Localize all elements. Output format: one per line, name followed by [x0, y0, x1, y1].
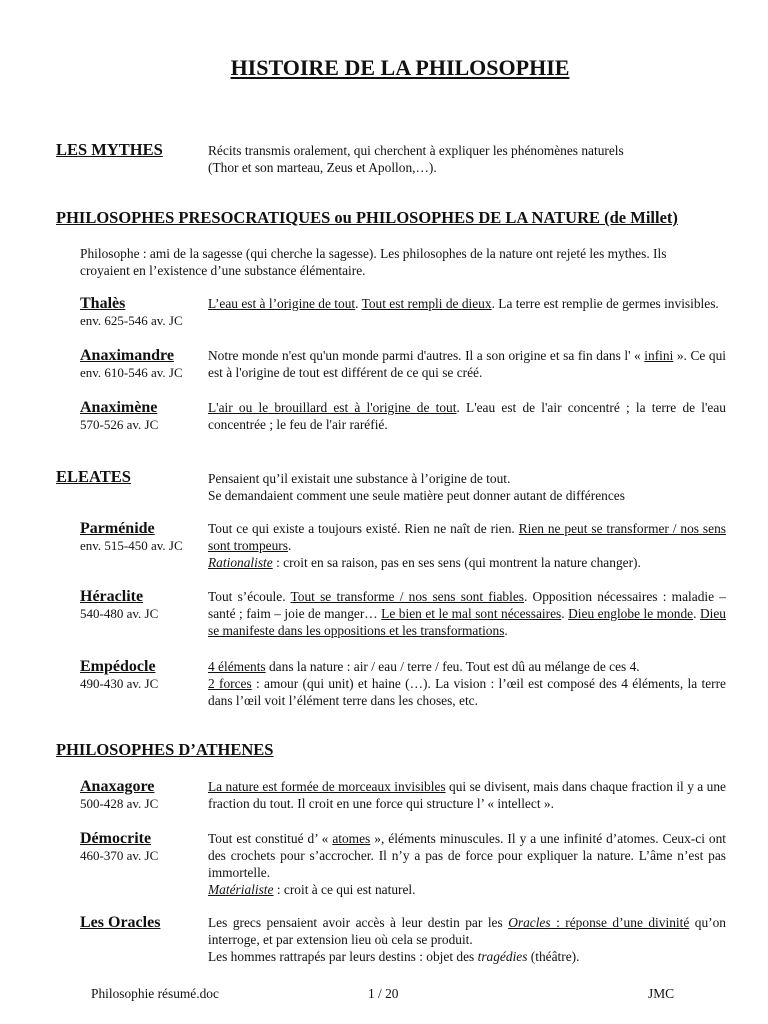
philosopher-empedocle — [80, 658, 210, 691]
section-heading-athenes: PHILOSOPHES D’ATHENES — [56, 740, 274, 759]
eleates-line-1: Pensaient qu’il existait une substance à l’origine de tout. — [208, 471, 511, 486]
philosopher-heraclite — [80, 588, 210, 621]
philosopher-dates: 460-370 av. JC — [80, 848, 159, 863]
philosopher-name: Empédocle — [80, 658, 156, 675]
page-title: HISTOIRE DE LA PHILOSOPHIE — [230, 55, 570, 80]
footer-page-number: 1 / 20 — [368, 986, 399, 1001]
philosopher-name: Les Oracles — [80, 914, 161, 931]
philosopher-anaximene — [80, 399, 210, 432]
anaximandre-description: Notre monde n'est qu'un monde parmi d'autres. Il a son origine et sa fin dans l' « infini ». Ce qui est à l'origine de tout est différent de ce qui se créé. — [208, 348, 726, 380]
footer-filename: Philosophie résumé.doc — [91, 986, 219, 1001]
parmenide-description: Tout ce qui existe a toujours existé. Rien ne naît de rien. Rien ne peut se transformer / nos sens sont trompeurs. Rationaliste : croit en sa raison, pas en ses sens (qui montrent la nature changer). — [208, 521, 726, 570]
section-heading-mythes: LES MYTHES — [56, 140, 163, 159]
anaximene-description: L'air ou le brouillard est à l'origine de tout. L'eau est de l'air concentré ; la terre de l'eau concentrée ; le feu de l'air raréfié. — [208, 400, 726, 432]
philosopher-dates: 490-430 av. JC — [80, 676, 159, 691]
footer-author: JMC — [648, 986, 675, 1001]
philosopher-name: Parménide — [80, 520, 155, 537]
philosopher-dates: env. 515-450 av. JC — [80, 538, 183, 553]
philosopher-anaximandre — [80, 347, 210, 380]
philosopher-name: Démocrite — [80, 830, 152, 847]
democrite-description: Tout est constitué d’ « atomes », éléments minuscules. Il y a une infinité d’atomes. Ceux-ci ont des crochets pour s’accrocher. Il n’y a pas de force pour expliquer la nature. L’âme n’est pas immortelle. Matérialiste : croit à ce qui est naturel. — [208, 831, 727, 897]
philosopher-name: Thalès — [80, 295, 126, 312]
anaxagore-description: La nature est formée de morceaux invisibles qui se divisent, mais dans chaque fraction il y a une fraction du tout. Il croit en une force qui structure l’ « intellect ». — [208, 779, 726, 811]
philosopher-name: Anaximandre — [80, 347, 174, 364]
philosopher-dates: env. 610-546 av. JC — [80, 365, 183, 380]
philosopher-anaxagore — [80, 778, 210, 811]
philosopher-thales — [80, 295, 210, 328]
mythes-line-2: (Thor et son marteau, Zeus et Apollon,…). — [208, 160, 437, 175]
philosopher-name: Héraclite — [80, 588, 144, 605]
philosopher-parmenide — [80, 520, 210, 553]
section-heading-presocratiques: PHILOSOPHES PRESOCRATIQUES ou PHILOSOPHES DE LA NATURE (de Millet) — [56, 208, 678, 227]
philosopher-dates: 540-480 av. JC — [80, 606, 159, 621]
philosopher-name: Anaxagore — [80, 778, 155, 795]
mythes-text — [208, 142, 726, 176]
eleates-text — [208, 470, 726, 504]
heraclite-description: Tout s’écoule. Tout se transforme / nos sens sont fiables. Opposition nécessaires : maladie – santé ; faim – joie de manger… Le bien et le mal sont nécessaires. Dieu englobe le monde. Dieu se manifeste dans les oppositions et les transformations. — [208, 589, 726, 638]
philosopher-dates: env. 625-546 av. JC — [80, 313, 183, 328]
mythes-line-1: Récits transmis oralement, qui cherchent à expliquer les phénomènes naturels — [208, 143, 624, 158]
philosopher-dates: 570-526 av. JC — [80, 417, 159, 432]
philosopher-democrite — [80, 830, 210, 863]
section-heading-eleates: ELEATES — [56, 467, 131, 486]
empedocle-description: 4 éléments dans la nature : air / eau / terre / feu. Tout est dû au mélange de ces 4. 2 forces : amour (qui unit) et haine (…). La vision : l’œil est composé des 4 éléments, la terre dans l’œil voit l’élément terre dans les choses, etc. — [208, 659, 726, 708]
oracles-description: Les grecs pensaient avoir accès à leur destin par les Oracles : réponse d’une divinité qu’on interroge, et par extension lieu où cela se produit. Les hommes rattrapés par leurs destins : objet des tragédies (théâtre). — [208, 915, 727, 964]
philosopher-dates: 500-428 av. JC — [80, 796, 159, 811]
presocratiques-intro: Philosophe : ami de la sagesse (qui cherche la sagesse). Les philosophes de la nature ont rejeté les mythes. Ils croyaient en l’existence d’une substance élémentaire. — [80, 246, 667, 278]
philosopher-name: Anaximène — [80, 399, 158, 416]
section-oracles — [80, 914, 210, 932]
thales-description: L’eau est à l’origine de tout. Tout est rempli de dieux. La terre est remplie de germes invisibles. — [208, 296, 719, 311]
eleates-line-2: Se demandaient comment une seule matière peut donner autant de différences — [208, 488, 625, 503]
